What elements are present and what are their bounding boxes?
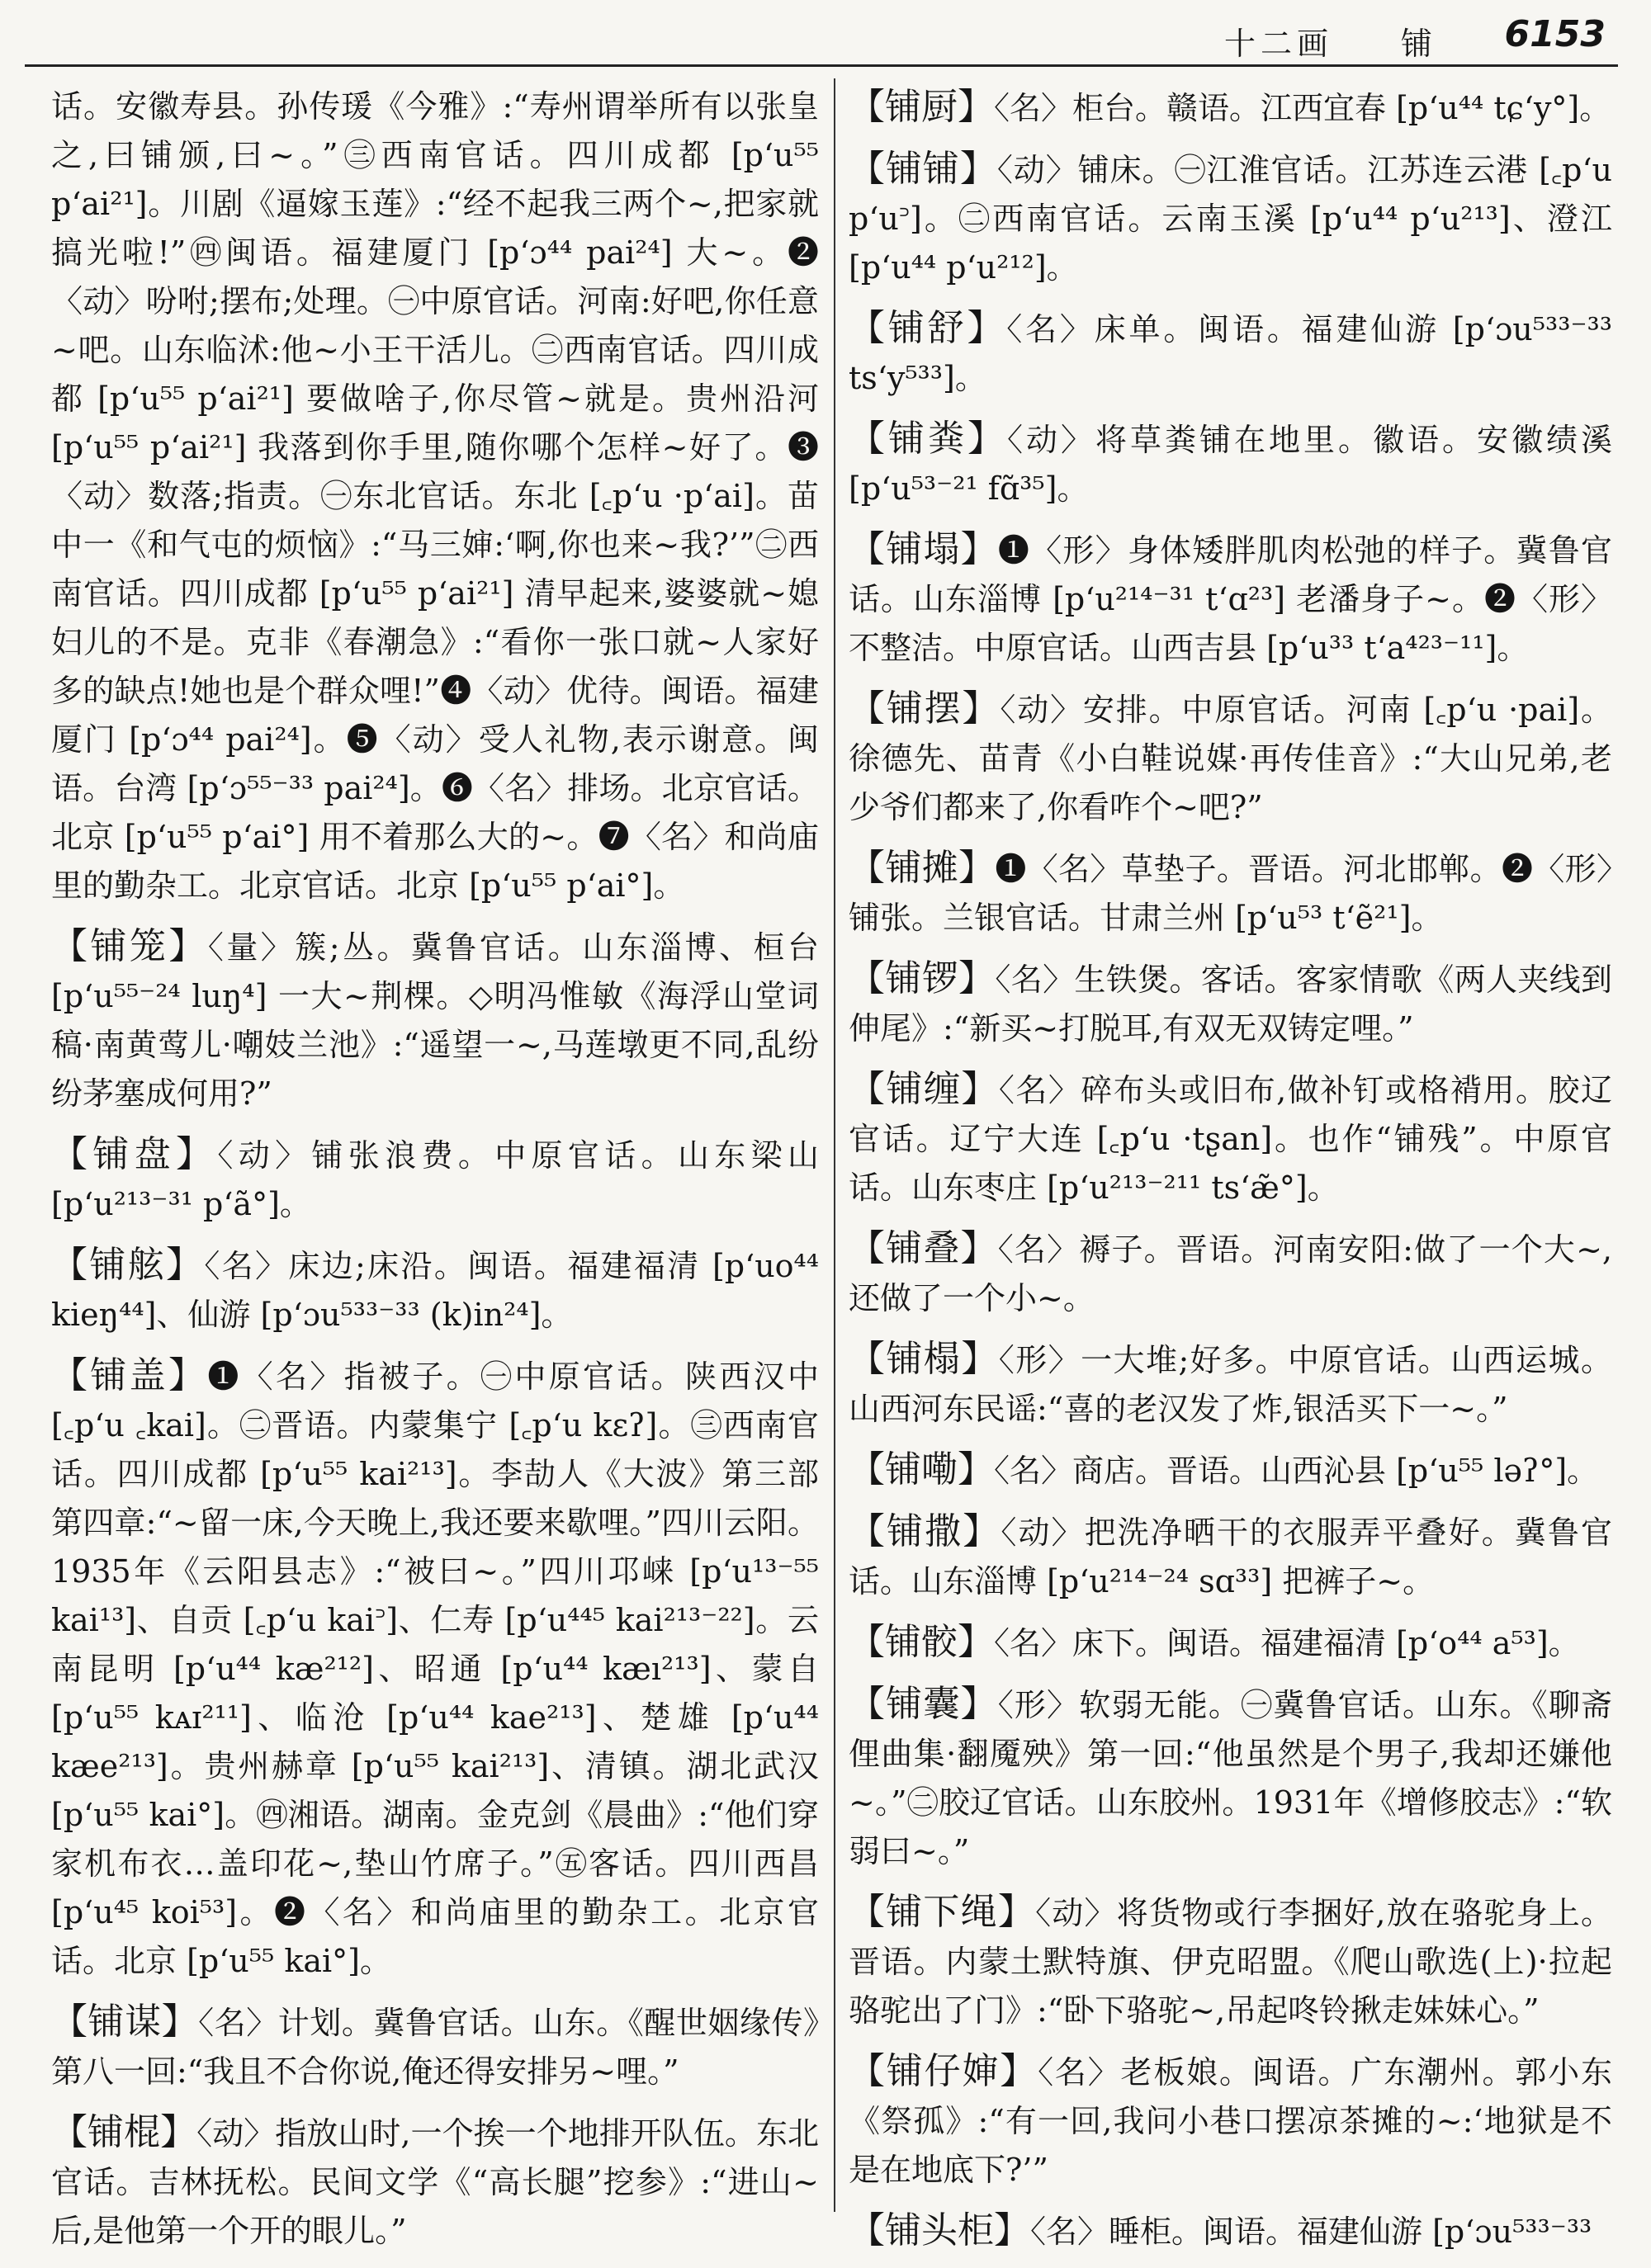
column-divider: [834, 78, 835, 2212]
entry-headword: 【铺塌】: [849, 528, 998, 570]
entry-definition: 〈名〉碎布头或旧布,做补钉或格褙用。胶辽官话。辽宁大连 [꜀pʻu ·tʂan]。也作“铺残”。中原官话。山东枣庄 [pʻu²¹³⁻²¹¹ tsʻæ̃°]。: [849, 1072, 1612, 1206]
entry-definition: ❶〈名〉草垫子。晋语。河北邯郸。❷〈形〉铺张。兰银官话。甘肃兰州 [pʻu⁵³ tʻẽ²¹]。: [849, 851, 1612, 936]
continued-entry: [51, 83, 819, 910]
entry-definition: 〈名〉床边;床沿。闽语。福建福清 [pʻuo⁴⁴ kieŋ⁴⁴]、仙游 [pʻɔu⁵³³⁻³³ (k)in²⁴]。: [51, 1248, 820, 1333]
entry-headword: 【铺嘞】: [849, 1448, 994, 1491]
dictionary-entry: [849, 1618, 1612, 1668]
dictionary-entry: [849, 525, 1612, 673]
entry-definition: 〈名〉床单。闽语。福建仙游 [pʻɔu⁵³³⁻³³ tsʻy⁵³³]。: [849, 311, 1613, 396]
entry-headword: 【铺撒】: [849, 1510, 1001, 1552]
entry-definition: 〈动〉安排。中原官话。河南 [꜀pʻu ·pai]。徐德先、苗青《小白鞋说媒·再传佳音》:“大山兄弟,老少爷们都来了,你看咋个~吧?”: [849, 692, 1612, 825]
entry-definition: 〈名〉床下。闽语。福建福清 [pʻo⁴⁴ a⁵³]。: [994, 1625, 1580, 1661]
dictionary-entry: [51, 1351, 819, 1986]
entry-definition: 〈名〉生铁煲。客话。客家情歌《两人夹线到伸尾》:“新买~打脱耳,有双无双铸定哩。”: [849, 962, 1612, 1047]
entry-definition: 〈名〉柜台。赣语。江西宜春 [pʻu⁴⁴ tɕʻy°]。: [994, 90, 1611, 126]
entry-definition: 〈动〉铺张浪费。中原官话。山东梁山 [pʻu²¹³⁻³¹ pʻã°]。: [51, 1137, 819, 1222]
entry-definition: 〈动〉铺床。㊀江淮官话。江苏连云港 [꜀pʻu pʻu꜄]。㊁西南官话。云南玉溪 [pʻu⁴⁴ pʻu²¹³]、澄江 [pʻu⁴⁴ pʻu²¹²]。: [849, 152, 1613, 286]
entry-headword: 【铺锣】: [849, 957, 996, 999]
entry-headword: 【铺榻】: [849, 1338, 999, 1380]
dictionary-entry: [849, 684, 1612, 832]
entry-headword: 【铺舒】: [849, 307, 1007, 349]
dictionary-entry: [849, 1065, 1612, 1212]
dictionary-entry: [51, 922, 819, 1118]
entry-definition: 〈量〉簇;丛。冀鲁官话。山东淄博、桓台 [pʻu⁵⁵⁻²⁴ luŋ⁴] 一大~荆棵。◇明冯惟敏《海浮山堂词稿·南黄莺儿·嘲妓兰池》:“遥望一~,马莲墩更不同,乱纷纷茅塞成何用?”: [51, 929, 819, 1112]
entry-headword: 【铺头柜】: [849, 2209, 1030, 2251]
header-word: 铺: [1400, 26, 1432, 62]
entry-headword: 【铺盖】: [51, 1354, 208, 1396]
entry-definition: 〈名〉商店。晋语。山西沁县 [pʻu⁵⁵ ləʔ°]。: [994, 1453, 1599, 1489]
entry-definition: 〈动〉将货物或行李捆好,放在骆驼身上。晋语。内蒙土默特旗、伊克昭盟。《爬山歌选(上)·拉起骆驼出了门》:“卧下骆驼~,吊起咚铃揪走妹妹心。”: [849, 1895, 1612, 2029]
dictionary-entry: [849, 414, 1612, 513]
entry-definition: ❶〈名〉指被子。㊀中原官话。陕西汉中 [꜀pʻu ꜀kai]。㊁晋语。内蒙集宁 [꜀pʻu kɛʔ]。㊂西南官话。四川成都 [pʻu⁵⁵ kai²¹³]。李劼人《大波》第三部第四章:“~留一床,今天晚上,我还要来歇哩。”四川云阳。1935年《云阳县志》:“被曰~。”四川邛崃 [pʻu¹³⁻⁵⁵ kai¹³]、自贡 [꜀pʻu kai꜄]、仁寿 [pʻu⁴⁴⁵ kai²¹³⁻²²]。云南昆明 [pʻu⁴⁴ kæ²¹²]、昭通 [pʻu⁴⁴ kæı²¹³]、蒙自 [pʻu⁵⁵ kᴀɪ²¹¹]、临沧 [pʻu⁴⁴ kae²¹³]、楚雄 [pʻu⁴⁴ kæe²¹³]。贵州赫章 [pʻu⁵⁵ kai²¹³]、清镇。湖北武汉 [pʻu⁵⁵ kai°]。㊃湘语。湖南。金克剑《晨曲》:“他们穿家机布衣…盖印花~,垫山竹席子。”㊄客话。四川西昌 [pʻu⁴⁵ koi⁵³]。❷〈名〉和尚庙里的勤杂工。北京官话。北京 [pʻu⁵⁵ kai°]。: [51, 1358, 819, 1979]
page-header: [0, 0, 1651, 78]
entry-headword: 【铺缠】: [849, 1068, 999, 1110]
header-rule: [25, 64, 1618, 67]
dictionary-entry: [849, 1335, 1612, 1434]
dictionary-entry: [849, 83, 1612, 133]
entry-headword: 【铺叠】: [849, 1227, 998, 1269]
dictionary-entry: [849, 1507, 1612, 1606]
entry-definition: 〈名〉计划。冀鲁官话。山东。《醒世姻缘传》第八一回:“我且不合你说,俺还得安排另~哩。”: [51, 2005, 819, 2090]
entry-definition: 〈名〉睡柜。闽语。福建仙游 [pʻɔu⁵³³⁻³³: [1030, 2214, 1592, 2250]
entry-headword: 【铺盘】: [51, 1133, 218, 1175]
dictionary-entry: [849, 1680, 1612, 1876]
entry-headword: 【铺谋】: [51, 2001, 199, 2043]
entry-headword: 【铺厨】: [849, 86, 994, 128]
entry-definition: 〈名〉老板娘。闽语。广东潮州。郭小东《祭孤》:“有一回,我问小巷口摆凉茶摊的~:‘地狱是不是在地底下?’”: [849, 2054, 1612, 2188]
dictionary-entry: [849, 144, 1612, 292]
dictionary-entry: [51, 2108, 819, 2256]
dictionary-entry: [51, 1240, 819, 1340]
entry-definition: 〈动〉指放山时,一个挨一个地排开队伍。东北官话。吉林抚松。民间文学《“高长腿”挖参》:“进山~后,是他第一个开的眼儿。”: [51, 2115, 819, 2249]
entry-definition: ❶〈形〉身体矮胖肌肉松弛的样子。冀鲁官话。山东淄博 [pʻu²¹⁴⁻³¹ tʻɑ²³] 老潘身子~。❷〈形〉不整洁。中原官话。山西吉县 [pʻu³³ tʻa⁴²³⁻¹¹]。: [849, 532, 1612, 666]
header-section: 十二画: [1223, 26, 1333, 62]
entry-headword: 【铺棍】: [51, 2111, 197, 2153]
dictionary-entry: [849, 843, 1612, 943]
entry-definition: 〈名〉褥子。晋语。河南安阳:做了一个大~,还做了一个小~。: [849, 1231, 1612, 1316]
entry-headword: 【铺粪】: [849, 418, 1007, 460]
dictionary-entry: [51, 1130, 819, 1229]
dictionary-entry: [849, 1224, 1612, 1323]
entry-definition: 〈形〉一大堆;好多。中原官话。山西运城。山西河东民谣:“喜的老汉发了炸,银活买下一~。”: [849, 1342, 1613, 1427]
entry-definition: 〈动〉把洗净晒干的衣服弄平叠好。冀鲁官话。山东淄博 [pʻu²¹⁴⁻²⁴ sɑ³³] 把裤子~。: [849, 1514, 1613, 1599]
entry-definition: 〈动〉将草粪铺在地里。徽语。安徽绩溪 [pʻu⁵³⁻²¹ fɑ̃³⁵]。: [849, 422, 1612, 507]
entry-headword: 【铺骹】: [849, 1621, 994, 1663]
dictionary-entry: [849, 2047, 1612, 2195]
entry-headword: 【铺仔婶】: [849, 2050, 1038, 2092]
left-column: [51, 83, 819, 2267]
page-number: 6153: [1504, 13, 1606, 55]
entry-headword: 【铺笼】: [51, 925, 208, 967]
entry-headword: 【铺摆】: [849, 687, 1001, 730]
dictionary-entry: [849, 304, 1612, 403]
dictionary-entry: [849, 954, 1612, 1053]
entry-headword: 【铺囊】: [849, 1683, 998, 1725]
entry-headword: 【铺铺】: [849, 148, 997, 190]
entry-headword: 【铺下绳】: [849, 1891, 1036, 1933]
entry-headword: 【铺摊】: [849, 847, 996, 889]
entry-definition: 〈形〉软弱无能。㊀冀鲁官话。山东。《聊斋俚曲集·翻魇殃》第一回:“他虽然是个男子,我却还嫌他~。”㊁胶辽官话。山东胶州。1931年《增修胶志》:“软弱曰~。”: [849, 1687, 1612, 1869]
dictionary-entry: [849, 1445, 1612, 1495]
dictionary-entry: [849, 2206, 1612, 2256]
dictionary-entry: [849, 1888, 1612, 2035]
entry-definition: 话。安徽寿县。孙传瑗《今雅》:“寿州谓举所有以张皇之,曰铺颁,曰~。”㊂西南官话。四川成都 [pʻu⁵⁵ pʻai²¹]。川剧《逼嫁玉莲》:“经不起我三两个~,把家就搞光啦!”㊃闽语。福建厦门 [pʻɔ⁴⁴ pai²⁴] 大~。❷〈动〉吩咐;摆布;处理。㊀中原官话。河南:好吧,你任意~吧。山东临沭:他~小王干活儿。㊁西南官话。四川成都 [pʻu⁵⁵ pʻai²¹] 要做啥子,你尽管~就是。贵州沿河 [pʻu⁵⁵ pʻai²¹] 我落到你手里,随你哪个怎样~好了。❸〈动〉数落;指责。㊀东北官话。东北 [꜀pʻu ·pʻai]。苗中一《和气屯的烦恼》:“马三婶:‘啊,你也来~我?’”㊁西南官话。四川成都 [pʻu⁵⁵ pʻai²¹] 清早起来,婆婆就~媳妇儿的不是。克非《春潮急》:“看你一张口就~人家好多的缺点!她也是个群众哩!”❹〈动〉优待。闽语。福建厦门 [pʻɔ⁴⁴ pai²⁴]。❺〈动〉受人礼物,表示谢意。闽语。台湾 [pʻɔ⁵⁵⁻³³ pai²⁴]。❻〈名〉排场。北京官话。北京 [pʻu⁵⁵ pʻai°] 用不着那么大的~。❼〈名〉和尚庙里的勤杂工。北京官话。北京 [pʻu⁵⁵ pʻai°]。: [51, 88, 819, 904]
dictionary-entry: [51, 1997, 819, 2096]
entry-headword: 【铺舷】: [51, 1244, 205, 1286]
right-column: [849, 83, 1612, 2268]
